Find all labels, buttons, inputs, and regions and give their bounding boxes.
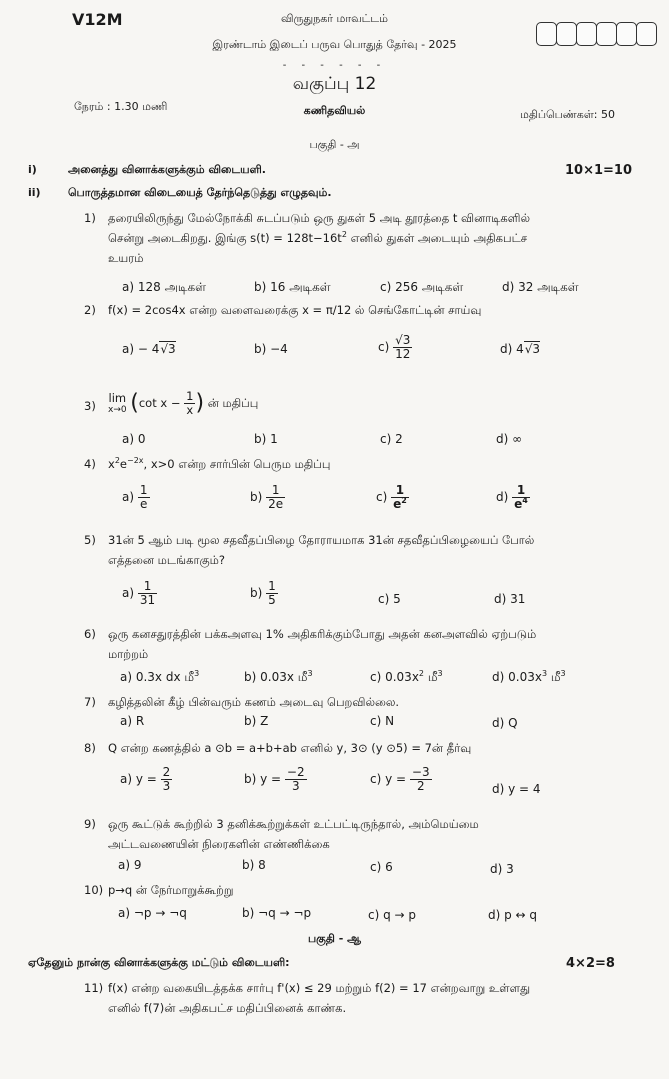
fraction <box>512 484 530 511</box>
question-number: 1) <box>84 211 96 225</box>
option-label: c) <box>376 490 388 504</box>
exponent: 3 <box>560 669 566 678</box>
option-text: மீ <box>424 670 438 684</box>
option-label: a) − 4 <box>122 342 160 356</box>
register-box <box>556 22 577 46</box>
fraction <box>138 580 157 607</box>
fraction <box>391 484 409 511</box>
denominator: 2e <box>268 497 284 511</box>
q7-option-b: b) Z <box>244 714 269 728</box>
q2-option-b: b) −4 <box>254 342 288 356</box>
question-number: 8) <box>84 741 96 755</box>
exponent: 3 <box>437 669 443 678</box>
fraction <box>266 580 278 607</box>
limit <box>108 392 127 416</box>
register-box <box>636 22 657 46</box>
exponent: 3 <box>307 669 313 678</box>
text-part: x <box>108 457 115 471</box>
option-label: d) <box>496 490 509 504</box>
question-number: 10) <box>84 883 104 897</box>
numerator: 1 <box>186 389 194 403</box>
q4-option-d <box>496 484 530 511</box>
q5-option-a <box>122 580 157 607</box>
denominator: 31 <box>139 593 156 607</box>
question-text: f(x) = 2cos4x என்ற வளைவரைக்கு x = π/12 ல் செங்கோட்டின் சாய்வு <box>108 303 482 317</box>
district-title: விருதுநகர் மாவட்டம் <box>280 12 389 25</box>
question-number: 2) <box>84 303 96 317</box>
part-b-instruction: ஏதேனும் நான்கு வினாக்களுக்கு மட்டும் விடையளி: <box>28 956 290 969</box>
expression: cot x − <box>138 396 181 410</box>
question-6 <box>84 624 628 664</box>
text-part: e <box>119 457 127 471</box>
question-text: ஒரு கனசதுரத்தின் பக்கஅளவு 1% அதிகரிக்கும்போது அதன் கனஅளவில் ஏற்படும் <box>108 627 537 641</box>
fraction <box>410 766 432 793</box>
register-number-boxes <box>536 22 656 46</box>
question-number: 3) <box>84 399 96 413</box>
q10-option-c: c) q → p <box>368 908 417 922</box>
exponent: 2 <box>341 230 347 240</box>
question-number: 4) <box>84 457 96 471</box>
register-box <box>536 22 557 46</box>
question-text: ஒரு கூட்டுக் கூற்றில் 3 தனிக்கூற்றுக்கள் உட்பட்டிருந்தால், அம்மெய்மை <box>108 817 479 831</box>
part-a-instruction-2 <box>28 186 332 201</box>
q6-option-a <box>120 670 199 686</box>
part-a-marks: 10×1=10 <box>565 163 633 178</box>
q5-option-c: c) 5 <box>378 592 401 606</box>
fraction <box>266 484 285 511</box>
option-label: c) <box>378 340 390 354</box>
dash-separator: - - - - - - <box>282 60 387 71</box>
numerator: 1 <box>391 484 409 498</box>
q8-option-c <box>370 766 432 793</box>
part-a-title: பகுதி - அ <box>309 138 360 151</box>
denominator <box>391 498 409 511</box>
part-a-instruction-1 <box>28 163 266 178</box>
question-number: 11) <box>84 981 104 995</box>
numerator: 1 <box>266 484 285 498</box>
question-number: 6) <box>84 627 96 641</box>
exponent: 3 <box>541 669 548 678</box>
question-text: கழித்தலின் கீழ் பின்வரும் கணம் அடைவு பெறவில்லை. <box>108 695 400 709</box>
q9-option-d: d) 3 <box>490 862 514 876</box>
question-number: 7) <box>84 695 96 709</box>
q10-option-a: a) ¬p → ¬q <box>118 906 187 920</box>
exponent: 3 <box>194 669 200 678</box>
instruction-text: அனைத்து வினாக்களுக்கும் விடையளி. <box>68 163 266 176</box>
denominator: 3 <box>291 779 300 793</box>
question-text: p→q ன் நேர்மாறுக்கூற்று <box>108 883 234 897</box>
q8-option-b <box>244 766 307 793</box>
question-text: f(x) என்ற வகையிடத்தக்க சார்பு f'(x) ≤ 29 மற்றும் f(2) = 17 என்றவாறு உள்ளது <box>108 981 531 995</box>
option-label: b) <box>250 586 263 600</box>
q3-option-b: b) 1 <box>254 432 278 446</box>
fraction <box>285 766 307 793</box>
q2-option-c <box>378 334 412 361</box>
subject-title: கணிதவியல் <box>303 104 366 117</box>
limit-subscript: x→0 <box>108 404 127 415</box>
numerator: −2 <box>286 765 305 779</box>
question-text: தரையிலிருந்து மேல்நோக்கி சுடப்படும் ஒரு துகள் 5 அடி தூரத்தை t வினாடிகளில் <box>108 211 531 225</box>
q8-option-a <box>120 766 172 793</box>
exponent: 2 <box>401 496 407 505</box>
option-label: b) y = <box>244 772 282 786</box>
class-title: வகுப்பு 12 <box>292 74 377 94</box>
register-box <box>576 22 597 46</box>
question-text: Q என்ற கணத்தில் a ⊙b = a+b+ab எனில் y, 3⊙ (y ⊙5) = 7ன் தீர்வு <box>108 741 472 755</box>
question-text: ன் மதிப்பு <box>207 396 259 410</box>
q4-option-c <box>376 484 409 511</box>
time-label: நேரம் : 1.30 மணி <box>74 100 168 113</box>
exponent: 2 <box>418 669 425 678</box>
instruction-number: i) <box>28 163 37 176</box>
paren-right: ) <box>195 390 205 416</box>
q9-option-c: c) 6 <box>370 860 393 874</box>
question-4 <box>84 454 628 474</box>
part-b-marks: 4×2=8 <box>566 956 615 971</box>
q10-option-b: b) ¬q → ¬p <box>242 906 312 920</box>
paren-left: ( <box>130 390 139 416</box>
q6-option-d <box>492 670 566 686</box>
option-label: a) y = <box>120 772 157 786</box>
part-b-title: பகுதி - ஆ <box>307 932 362 945</box>
q1-option-c: c) 256 அடிகள் <box>380 280 464 294</box>
question-text: மாற்றம் <box>108 647 149 661</box>
base: e <box>514 497 523 511</box>
radical: √3 <box>524 342 541 356</box>
q8-option-d: d) y = 4 <box>492 782 541 796</box>
text-part: சென்று அடைகிறது. இங்கு s(t) = 128t−16t <box>108 231 342 245</box>
q9-option-b: b) 8 <box>242 858 266 872</box>
paper-code: V12M <box>72 10 123 29</box>
question-3 <box>84 389 628 417</box>
option-text: d) 0.03x <box>492 670 542 684</box>
exponent: −2x <box>126 456 144 466</box>
base: e <box>393 497 402 511</box>
option-label: a) <box>122 586 135 600</box>
question-text: எனில் f(7)ன் அதிகபட்ச மதிப்பினைக் காண்க. <box>108 1001 347 1015</box>
numerator: √3 <box>395 333 411 347</box>
q3-option-a: a) 0 <box>122 432 146 446</box>
exponent: 2 <box>114 456 120 466</box>
option-text: a) 0.3x dx மீ <box>120 670 195 684</box>
question-11 <box>84 978 628 1018</box>
denominator: 12 <box>395 347 411 361</box>
question-1 <box>84 208 628 268</box>
denominator: 2 <box>416 779 425 793</box>
q7-option-c: c) N <box>370 714 395 728</box>
denominator: 3 <box>162 779 171 793</box>
instruction-text: பொருத்தமான விடையைத் தேர்ந்தெடுத்து எழுதவும். <box>68 186 332 199</box>
q4-option-b <box>250 484 285 511</box>
fraction <box>138 484 150 511</box>
register-box <box>596 22 617 46</box>
instruction-number: ii) <box>28 186 41 199</box>
q7-option-d: d) Q <box>492 716 518 730</box>
option-label: b) <box>250 490 263 504</box>
question-text: எத்தனை மடங்காகும்? <box>108 553 225 567</box>
question-7 <box>84 692 628 712</box>
option-text: c) 0.03x <box>370 670 419 684</box>
exponent: 4 <box>522 496 528 505</box>
q6-option-b <box>244 670 313 686</box>
denominator: x <box>186 403 194 417</box>
q3-option-c: c) 2 <box>380 432 403 446</box>
question-8 <box>84 738 628 758</box>
q10-option-d: d) p ↔ q <box>488 908 538 922</box>
question-text: அட்டவணையின் நிரைகளின் எண்ணிக்கை <box>108 837 330 851</box>
total-marks: மதிப்பெண்கள்: 50 <box>520 108 615 121</box>
q4-option-a <box>122 484 150 511</box>
q6-option-c <box>370 670 443 686</box>
question-5 <box>84 530 628 570</box>
question-text: உயரம் <box>108 251 144 265</box>
q5-option-b <box>250 580 278 607</box>
q7-option-a: a) R <box>120 714 145 728</box>
q1-option-b: b) 16 அடிகள் <box>254 280 331 294</box>
question-9 <box>84 814 628 854</box>
question-text: 31ன் 5 ஆம் படி மூல சதவீதப்பிழை தோராயமாக 31ன் சதவீதப்பிழையைப் போல் <box>108 533 535 547</box>
question-number: 9) <box>84 817 96 831</box>
numerator: 1 <box>138 580 157 594</box>
q1-option-a: a) 128 அடிகள் <box>122 280 206 294</box>
option-label: d) 4 <box>500 342 524 356</box>
q2-option-d <box>500 342 540 356</box>
radical: √3 <box>160 342 176 356</box>
q9-option-a: a) 9 <box>118 858 142 872</box>
question-text <box>108 228 628 248</box>
numerator: −3 <box>411 765 430 779</box>
option-label: a) <box>122 490 135 504</box>
register-box <box>616 22 637 46</box>
fraction <box>161 766 173 793</box>
question-2 <box>84 300 628 320</box>
exam-title: இரண்டாம் இடைப் பருவ பொதுத் தேர்வு - 2025 <box>212 38 457 51</box>
denominator: 5 <box>268 593 276 607</box>
numerator: 1 <box>512 484 530 498</box>
fraction <box>393 334 412 361</box>
q3-option-d: d) ∞ <box>496 432 523 446</box>
numerator: 1 <box>268 579 276 593</box>
question-text: , x>0 என்ற சார்பின் பெரும மதிப்பு <box>143 457 331 471</box>
numerator: 2 <box>162 765 171 779</box>
question-number: 5) <box>84 533 96 547</box>
denominator: e <box>140 497 148 511</box>
limit-symbol: lim <box>108 390 127 405</box>
text-part: எனில் துகள் அடையும் அதிகபட்ச <box>346 231 528 245</box>
option-text: b) 0.03x மீ <box>244 670 308 684</box>
q1-option-d: d) 32 அடிகள் <box>502 280 579 294</box>
denominator <box>512 498 530 511</box>
question-10 <box>84 880 628 900</box>
numerator: 1 <box>139 483 148 497</box>
q5-option-d: d) 31 <box>494 592 526 606</box>
option-text: மீ <box>547 670 561 684</box>
option-label: c) y = <box>370 772 407 786</box>
q2-option-a <box>122 342 176 356</box>
fraction <box>184 390 195 417</box>
